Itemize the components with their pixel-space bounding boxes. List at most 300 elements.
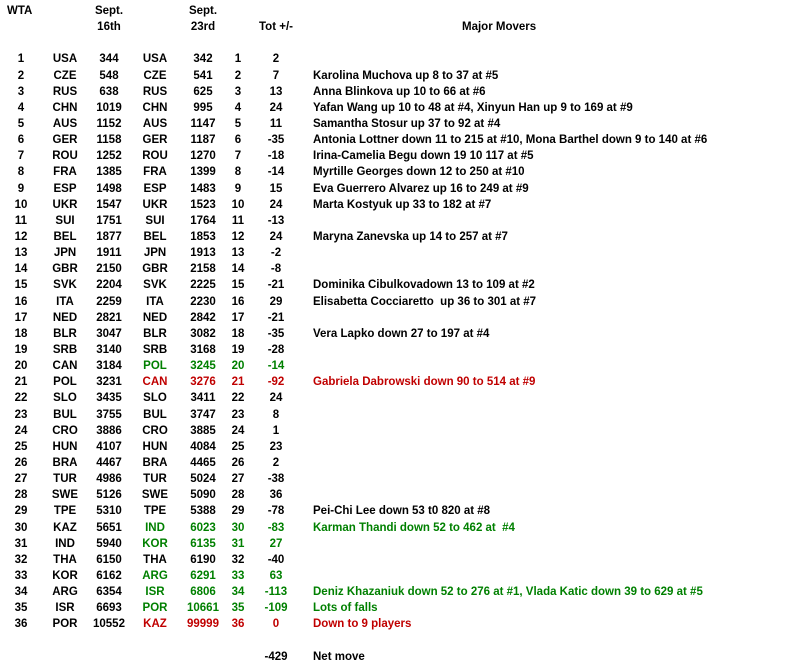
cell-rank-new[interactable]: 32 bbox=[231, 553, 245, 566]
cell-country-prev[interactable]: TUR bbox=[53, 473, 77, 486]
cell-points-prev[interactable]: 3435 bbox=[96, 392, 122, 405]
cell-country-new[interactable]: THA bbox=[143, 553, 167, 566]
cell-rank-prev[interactable]: 31 bbox=[14, 537, 28, 550]
cell-rank-prev[interactable]: 33 bbox=[14, 569, 28, 582]
cell-country-prev[interactable]: USA bbox=[52, 53, 78, 66]
cell-points-prev[interactable]: 2259 bbox=[96, 295, 122, 308]
cell-rank-new[interactable]: 12 bbox=[231, 230, 245, 243]
cell-total-change[interactable]: -8 bbox=[270, 263, 282, 276]
cell-rank-new[interactable]: 26 bbox=[231, 456, 245, 469]
cell-country-new[interactable]: USA bbox=[142, 53, 168, 66]
cell-rank-prev[interactable]: 22 bbox=[14, 392, 28, 405]
cell-points-new[interactable]: 6291 bbox=[190, 569, 216, 582]
cell-points-new[interactable]: 5090 bbox=[190, 489, 216, 502]
cell-total-change[interactable]: -21 bbox=[267, 279, 285, 292]
cell-rank-new[interactable]: 33 bbox=[231, 569, 245, 582]
cell-points-new[interactable]: 1853 bbox=[190, 230, 216, 243]
cell-total-change[interactable]: 1 bbox=[272, 424, 280, 437]
cell-points-new[interactable]: 1187 bbox=[190, 134, 216, 147]
cell-rank-prev[interactable]: 29 bbox=[14, 505, 28, 518]
cell-country-prev[interactable]: ROU bbox=[52, 150, 78, 163]
cell-rank-prev[interactable]: 28 bbox=[14, 489, 28, 502]
cell-rank-new[interactable]: 24 bbox=[231, 424, 245, 437]
table-row bbox=[0, 568, 798, 584]
cell-rank-new[interactable]: 6 bbox=[234, 134, 242, 147]
cell-rank-new[interactable]: 9 bbox=[234, 182, 242, 195]
cell-total-change[interactable]: -28 bbox=[267, 343, 285, 356]
cell-rank-prev[interactable]: 7 bbox=[17, 150, 25, 163]
cell-points-prev[interactable]: 638 bbox=[99, 85, 119, 98]
cell-country-new[interactable]: POL bbox=[143, 360, 167, 373]
cell-points-prev[interactable]: 1751 bbox=[96, 214, 122, 227]
cell-rank-prev[interactable]: 13 bbox=[14, 247, 28, 260]
cell-points-new[interactable]: 1483 bbox=[190, 182, 216, 195]
cell-major-movers[interactable]: Samantha Stosur up 37 to 92 at #4 bbox=[313, 117, 501, 130]
table-row bbox=[0, 471, 798, 487]
cell-rank-new[interactable]: 15 bbox=[231, 279, 245, 292]
cell-points-new[interactable]: 5024 bbox=[190, 473, 216, 486]
cell-rank-new[interactable]: 10 bbox=[231, 198, 245, 211]
cell-major-movers[interactable]: Vera Lapko down 27 to 197 at #4 bbox=[313, 327, 490, 340]
table-row bbox=[0, 310, 798, 326]
cell-rank-new[interactable]: 7 bbox=[234, 150, 242, 163]
cell-rank-prev[interactable]: 23 bbox=[14, 408, 28, 421]
cell-total-change[interactable]: 24 bbox=[269, 101, 283, 114]
cell-rank-prev[interactable]: 36 bbox=[14, 618, 28, 631]
cell-country-new[interactable]: BUL bbox=[143, 408, 167, 421]
cell-country-new[interactable]: FRA bbox=[143, 166, 167, 179]
table-row bbox=[0, 197, 798, 213]
cell-points-new[interactable]: 5388 bbox=[190, 505, 216, 518]
cell-country-prev[interactable]: BEL bbox=[53, 230, 77, 243]
cell-total-change[interactable]: -35 bbox=[267, 327, 285, 340]
cell-points-prev[interactable]: 1911 bbox=[96, 247, 122, 260]
cell-total-change[interactable]: 36 bbox=[269, 489, 283, 502]
cell-points-new[interactable]: 10661 bbox=[187, 602, 219, 615]
cell-points-prev[interactable]: 1385 bbox=[96, 166, 122, 179]
cell-total-change[interactable]: 15 bbox=[269, 182, 283, 195]
cell-rank-prev[interactable]: 9 bbox=[17, 182, 25, 195]
cell-rank-prev[interactable]: 10 bbox=[14, 198, 28, 211]
cell-rank-new[interactable]: 36 bbox=[231, 618, 245, 631]
cell-rank-prev[interactable]: 5 bbox=[17, 117, 25, 130]
cell-total-change[interactable]: 8 bbox=[272, 408, 280, 421]
cell-points-prev[interactable]: 2204 bbox=[96, 279, 122, 292]
cell-rank-prev[interactable]: 6 bbox=[17, 134, 25, 147]
cell-total-change[interactable]: -35 bbox=[267, 134, 285, 147]
cell-points-new[interactable]: 995 bbox=[193, 101, 213, 114]
cell-rank-new[interactable]: 25 bbox=[231, 440, 245, 453]
table-row bbox=[0, 455, 798, 471]
cell-total-change[interactable]: 24 bbox=[269, 392, 283, 405]
cell-country-new[interactable]: SVK bbox=[143, 279, 167, 292]
cell-points-new[interactable]: 6023 bbox=[190, 521, 216, 534]
cell-country-new[interactable]: CRO bbox=[142, 424, 168, 437]
cell-major-movers[interactable]: Eva Guerrero Alvarez up 16 to 249 at #9 bbox=[313, 182, 529, 195]
cell-country-prev[interactable]: ESP bbox=[53, 182, 77, 195]
cell-major-movers[interactable]: Pei-Chi Lee down 53 t0 820 at #8 bbox=[313, 505, 491, 518]
cell-points-new[interactable]: 1399 bbox=[190, 166, 216, 179]
cell-country-new[interactable]: BEL bbox=[143, 230, 167, 243]
cell-rank-new[interactable]: 14 bbox=[231, 263, 245, 276]
cell-points-new[interactable]: 6806 bbox=[190, 586, 216, 599]
cell-major-movers[interactable]: Antonia Lottner down 11 to 215 at #10, Mona Barthel down 9 to 140 at #6 bbox=[313, 134, 708, 147]
cell-rank-new[interactable]: 16 bbox=[231, 295, 245, 308]
table-row bbox=[0, 600, 798, 616]
cell-country-new[interactable]: GBR bbox=[142, 263, 168, 276]
cell-country-new[interactable]: CHN bbox=[142, 101, 168, 114]
cell-rank-new[interactable]: 3 bbox=[234, 85, 242, 98]
cell-points-prev[interactable]: 2821 bbox=[96, 311, 122, 324]
cell-country-prev[interactable]: SVK bbox=[53, 279, 77, 292]
cell-points-new[interactable]: 4465 bbox=[190, 456, 216, 469]
cell-rank-new[interactable]: 23 bbox=[231, 408, 245, 421]
cell-rank-new[interactable]: 30 bbox=[231, 521, 245, 534]
cell-country-new[interactable]: HUN bbox=[142, 440, 168, 453]
cell-country-prev[interactable]: BUL bbox=[53, 408, 77, 421]
cell-country-prev[interactable]: TPE bbox=[53, 505, 77, 518]
header-sept16-line1[interactable]: Sept. bbox=[94, 5, 124, 17]
cell-country-prev[interactable]: RUS bbox=[52, 85, 78, 98]
cell-country-prev[interactable]: CRO bbox=[52, 424, 78, 437]
cell-country-new[interactable]: SLO bbox=[143, 392, 167, 405]
cell-points-prev[interactable]: 6354 bbox=[96, 586, 122, 599]
cell-rank-new[interactable]: 27 bbox=[231, 473, 245, 486]
cell-points-prev[interactable]: 5651 bbox=[96, 521, 122, 534]
cell-total-change[interactable]: 11 bbox=[269, 117, 283, 130]
cell-country-prev[interactable]: KAZ bbox=[53, 521, 77, 534]
cell-country-new[interactable]: ARG bbox=[142, 569, 168, 582]
cell-total-change[interactable]: -38 bbox=[267, 473, 285, 486]
cell-country-new[interactable]: RUS bbox=[142, 85, 168, 98]
cell-rank-new[interactable]: 21 bbox=[231, 376, 245, 389]
cell-country-prev[interactable]: POR bbox=[52, 618, 78, 631]
cell-total-change[interactable]: 13 bbox=[269, 85, 283, 98]
cell-rank-prev[interactable]: 25 bbox=[14, 440, 28, 453]
table-row bbox=[0, 520, 798, 536]
cell-country-prev[interactable]: UKR bbox=[52, 198, 78, 211]
cell-rank-prev[interactable]: 30 bbox=[14, 521, 28, 534]
cell-points-prev[interactable]: 3184 bbox=[96, 360, 122, 373]
table-row bbox=[0, 100, 798, 116]
cell-points-new[interactable]: 6135 bbox=[190, 537, 216, 550]
header-sept16-line2[interactable]: 16th bbox=[97, 21, 121, 34]
cell-rank-prev[interactable]: 35 bbox=[14, 602, 28, 615]
cell-country-prev[interactable]: GBR bbox=[52, 263, 78, 276]
cell-major-movers[interactable]: Karolina Muchova up 8 to 37 at #5 bbox=[313, 69, 499, 82]
cell-points-new[interactable]: 2158 bbox=[190, 263, 216, 276]
cell-rank-prev[interactable]: 16 bbox=[14, 295, 28, 308]
cell-points-prev[interactable]: 3755 bbox=[96, 408, 122, 421]
cell-total-change[interactable]: -2 bbox=[270, 247, 282, 260]
cell-country-new[interactable]: BLR bbox=[143, 327, 167, 340]
cell-rank-prev[interactable]: 1 bbox=[17, 53, 25, 66]
cell-points-prev[interactable]: 1152 bbox=[96, 117, 122, 130]
cell-points-prev[interactable]: 5310 bbox=[96, 505, 122, 518]
table-row bbox=[0, 439, 798, 455]
cell-total-change[interactable]: 29 bbox=[269, 295, 283, 308]
cell-points-prev[interactable]: 1158 bbox=[96, 134, 122, 147]
cell-rank-prev[interactable]: 2 bbox=[17, 69, 25, 82]
cell-country-prev[interactable]: POL bbox=[53, 376, 77, 389]
cell-rank-new[interactable]: 11 bbox=[231, 214, 245, 227]
cell-country-prev[interactable]: ITA bbox=[56, 295, 74, 308]
cell-rank-new[interactable]: 35 bbox=[231, 602, 245, 615]
cell-country-new[interactable]: SWE bbox=[141, 489, 169, 502]
cell-country-new[interactable]: TPE bbox=[143, 505, 167, 518]
cell-rank-new[interactable]: 8 bbox=[234, 166, 242, 179]
net-move-label[interactable]: Net move bbox=[313, 650, 365, 663]
cell-country-prev[interactable]: BRA bbox=[52, 456, 78, 469]
cell-rank-prev[interactable]: 24 bbox=[14, 424, 28, 437]
cell-points-new[interactable]: 3276 bbox=[190, 376, 216, 389]
cell-rank-prev[interactable]: 26 bbox=[14, 456, 28, 469]
cell-points-prev[interactable]: 6693 bbox=[96, 602, 122, 615]
cell-rank-new[interactable]: 17 bbox=[231, 311, 245, 324]
cell-rank-new[interactable]: 19 bbox=[231, 343, 245, 356]
cell-country-new[interactable]: AUS bbox=[142, 117, 168, 130]
cell-rank-prev[interactable]: 17 bbox=[14, 311, 28, 324]
cell-points-new[interactable]: 1147 bbox=[190, 117, 216, 130]
cell-points-prev[interactable]: 3140 bbox=[96, 343, 122, 356]
cell-country-new[interactable]: UKR bbox=[142, 198, 168, 211]
cell-rank-new[interactable]: 18 bbox=[231, 327, 245, 340]
cell-major-movers[interactable]: Lots of falls bbox=[313, 602, 378, 615]
cell-points-prev[interactable]: 10552 bbox=[93, 618, 125, 631]
cell-total-change[interactable]: -14 bbox=[267, 166, 285, 179]
cell-country-prev[interactable]: CHN bbox=[52, 101, 78, 114]
cell-country-new[interactable]: ESP bbox=[143, 182, 167, 195]
cell-points-prev[interactable]: 4467 bbox=[96, 456, 122, 469]
table-row bbox=[0, 294, 798, 310]
cell-rank-new[interactable]: 20 bbox=[231, 360, 245, 373]
cell-rank-prev[interactable]: 27 bbox=[14, 473, 28, 486]
cell-country-new[interactable]: IND bbox=[145, 521, 165, 534]
sheet-title[interactable]: WTA bbox=[7, 5, 33, 17]
table-row bbox=[0, 84, 798, 100]
cell-country-new[interactable]: CZE bbox=[143, 69, 167, 82]
cell-points-new[interactable]: 99999 bbox=[187, 618, 219, 631]
cell-country-prev[interactable]: KOR bbox=[52, 569, 78, 582]
cell-country-prev[interactable]: NED bbox=[52, 311, 78, 324]
cell-country-new[interactable]: SRB bbox=[142, 343, 168, 356]
cell-country-prev[interactable]: GER bbox=[52, 134, 78, 147]
cell-points-prev[interactable]: 4107 bbox=[96, 440, 122, 453]
table-row bbox=[0, 487, 798, 503]
cell-rank-new[interactable]: 34 bbox=[231, 586, 245, 599]
cell-country-prev[interactable]: SLO bbox=[53, 392, 77, 405]
cell-points-prev[interactable]: 2150 bbox=[96, 263, 122, 276]
cell-country-prev[interactable]: BLR bbox=[53, 327, 77, 340]
cell-points-prev[interactable]: 1498 bbox=[96, 182, 122, 195]
cell-total-change[interactable]: 7 bbox=[272, 69, 280, 82]
cell-points-prev[interactable]: 6150 bbox=[96, 553, 122, 566]
cell-major-movers[interactable]: Karman Thandi down 52 to 462 at #4 bbox=[313, 521, 515, 534]
cell-country-prev[interactable]: FRA bbox=[53, 166, 77, 179]
cell-major-movers[interactable]: Anna Blinkova up 10 to 66 at #6 bbox=[313, 85, 486, 98]
cell-major-movers[interactable]: Down to 9 players bbox=[313, 618, 412, 631]
cell-country-prev[interactable]: ARG bbox=[52, 586, 78, 599]
cell-major-movers[interactable]: Gabriela Dabrowski down 90 to 514 at #9 bbox=[313, 376, 536, 389]
cell-points-prev[interactable]: 5126 bbox=[96, 489, 122, 502]
cell-rank-new[interactable]: 31 bbox=[231, 537, 245, 550]
cell-country-prev[interactable]: SUI bbox=[55, 214, 75, 227]
cell-country-new[interactable]: BRA bbox=[142, 456, 168, 469]
cell-total-change[interactable]: -113 bbox=[264, 586, 288, 599]
cell-country-prev[interactable]: HUN bbox=[52, 440, 78, 453]
cell-total-change[interactable]: -78 bbox=[267, 505, 285, 518]
cell-rank-prev[interactable]: 11 bbox=[14, 214, 28, 227]
cell-total-change[interactable]: 63 bbox=[269, 569, 283, 582]
table-row bbox=[0, 116, 798, 132]
cell-total-change[interactable]: -92 bbox=[267, 376, 285, 389]
cell-rank-new[interactable]: 29 bbox=[231, 505, 245, 518]
cell-total-change[interactable]: -109 bbox=[264, 602, 288, 615]
cell-country-prev[interactable]: AUS bbox=[52, 117, 78, 130]
cell-total-change[interactable]: 2 bbox=[272, 456, 280, 469]
cell-major-movers[interactable]: Irina-Camelia Begu down 19 10 117 at #5 bbox=[313, 150, 534, 163]
cell-country-prev[interactable]: IND bbox=[55, 537, 75, 550]
header-sept23-line1[interactable]: Sept. bbox=[188, 5, 218, 17]
cell-points-new[interactable]: 4084 bbox=[190, 440, 216, 453]
cell-country-prev[interactable]: SRB bbox=[52, 343, 78, 356]
cell-rank-new[interactable]: 22 bbox=[231, 392, 245, 405]
cell-major-movers[interactable]: Dominika Cibulkovadown 13 to 109 at #2 bbox=[313, 279, 535, 292]
cell-rank-prev[interactable]: 3 bbox=[17, 85, 25, 98]
cell-total-change[interactable]: -13 bbox=[267, 214, 285, 227]
cell-points-new[interactable]: 3885 bbox=[190, 424, 216, 437]
cell-rank-new[interactable]: 4 bbox=[234, 101, 242, 114]
cell-country-new[interactable]: CAN bbox=[142, 376, 168, 389]
cell-country-new[interactable]: ISR bbox=[145, 586, 165, 599]
cell-points-new[interactable]: 2225 bbox=[190, 279, 216, 292]
cell-total-change[interactable]: 23 bbox=[269, 440, 283, 453]
cell-rank-prev[interactable]: 19 bbox=[14, 343, 28, 356]
cell-points-new[interactable]: 1523 bbox=[190, 198, 216, 211]
table-row bbox=[0, 616, 798, 632]
cell-country-prev[interactable]: JPN bbox=[53, 247, 77, 260]
cell-points-new[interactable]: 3082 bbox=[190, 327, 216, 340]
cell-net-total[interactable]: -429 bbox=[264, 650, 288, 663]
cell-rank-new[interactable]: 2 bbox=[234, 69, 242, 82]
cell-points-new[interactable]: 541 bbox=[193, 69, 213, 82]
cell-country-new[interactable]: ITA bbox=[146, 295, 164, 308]
cell-points-prev[interactable]: 3231 bbox=[96, 376, 122, 389]
cell-rank-new[interactable]: 1 bbox=[234, 53, 242, 66]
cell-points-prev[interactable]: 4986 bbox=[96, 473, 122, 486]
cell-country-new[interactable]: ROU bbox=[142, 150, 168, 163]
cell-country-new[interactable]: JPN bbox=[143, 247, 167, 260]
cell-rank-prev[interactable]: 8 bbox=[17, 166, 25, 179]
cell-country-new[interactable]: KOR bbox=[142, 537, 168, 550]
table-row bbox=[0, 229, 798, 245]
cell-major-movers[interactable]: Yafan Wang up 10 to 48 at #4, Xinyun Han up 9 to 169 at #9 bbox=[313, 101, 633, 114]
cell-total-change[interactable]: 2 bbox=[272, 53, 280, 66]
cell-points-prev[interactable]: 548 bbox=[99, 69, 119, 82]
header-total-change[interactable]: Tot +/- bbox=[259, 21, 293, 34]
cell-points-new[interactable]: 625 bbox=[193, 85, 213, 98]
cell-total-change[interactable]: 24 bbox=[269, 230, 283, 243]
cell-points-new[interactable]: 6190 bbox=[190, 553, 216, 566]
cell-country-new[interactable]: POR bbox=[142, 602, 168, 615]
cell-rank-prev[interactable]: 15 bbox=[14, 279, 28, 292]
header-sept23-line2[interactable]: 23rd bbox=[190, 21, 216, 34]
cell-major-movers[interactable]: Maryna Zanevska up 14 to 257 at #7 bbox=[313, 230, 508, 243]
cell-points-new[interactable]: 3747 bbox=[190, 408, 216, 421]
cell-country-new[interactable]: KAZ bbox=[143, 618, 167, 631]
cell-points-prev[interactable]: 6162 bbox=[96, 569, 122, 582]
cell-total-change[interactable]: -14 bbox=[267, 360, 285, 373]
cell-country-prev[interactable]: ISR bbox=[55, 602, 75, 615]
cell-rank-prev[interactable]: 20 bbox=[14, 360, 28, 373]
cell-country-prev[interactable]: SWE bbox=[51, 489, 79, 502]
cell-points-prev[interactable]: 1019 bbox=[96, 101, 122, 114]
cell-rank-new[interactable]: 5 bbox=[234, 117, 242, 130]
cell-total-change[interactable]: -18 bbox=[267, 150, 285, 163]
table-row bbox=[0, 423, 798, 439]
cell-points-prev[interactable]: 3886 bbox=[96, 424, 122, 437]
cell-major-movers[interactable]: Elisabetta Cocciaretto up 36 to 301 at #7 bbox=[313, 295, 537, 308]
cell-major-movers[interactable]: Myrtille Georges down 12 to 250 at #10 bbox=[313, 166, 525, 179]
cell-rank-prev[interactable]: 34 bbox=[14, 586, 28, 599]
cell-points-new[interactable]: 3411 bbox=[190, 392, 216, 405]
cell-total-change[interactable]: 24 bbox=[269, 198, 283, 211]
cell-rank-prev[interactable]: 4 bbox=[17, 101, 25, 114]
cell-points-new[interactable]: 2842 bbox=[190, 311, 216, 324]
cell-country-prev[interactable]: THA bbox=[53, 553, 77, 566]
cell-rank-prev[interactable]: 12 bbox=[14, 230, 28, 243]
cell-major-movers[interactable]: Marta Kostyuk up 33 to 182 at #7 bbox=[313, 198, 492, 211]
cell-major-movers[interactable]: Deniz Khazaniuk down 52 to 276 at #1, Vlada Katic down 39 to 629 at #5 bbox=[313, 586, 703, 599]
cell-points-prev[interactable]: 1252 bbox=[96, 150, 122, 163]
cell-total-change[interactable]: 27 bbox=[269, 537, 283, 550]
table-row bbox=[0, 181, 798, 197]
cell-rank-prev[interactable]: 32 bbox=[14, 553, 28, 566]
cell-points-new[interactable]: 3245 bbox=[190, 360, 216, 373]
cell-total-change[interactable]: -83 bbox=[267, 521, 285, 534]
cell-points-new[interactable]: 2230 bbox=[190, 295, 216, 308]
cell-points-new[interactable]: 3168 bbox=[190, 343, 216, 356]
cell-points-new[interactable]: 342 bbox=[193, 53, 213, 66]
cell-points-new[interactable]: 1913 bbox=[190, 247, 216, 260]
cell-country-new[interactable]: TUR bbox=[143, 473, 167, 486]
table-row bbox=[0, 68, 798, 84]
cell-points-prev[interactable]: 344 bbox=[99, 53, 119, 66]
cell-points-prev[interactable]: 5940 bbox=[96, 537, 122, 550]
cell-points-prev[interactable]: 3047 bbox=[96, 327, 122, 340]
cell-total-change[interactable]: 0 bbox=[272, 618, 280, 631]
cell-points-new[interactable]: 1270 bbox=[190, 150, 216, 163]
cell-points-new[interactable]: 1764 bbox=[190, 214, 216, 227]
cell-rank-prev[interactable]: 21 bbox=[14, 376, 28, 389]
cell-country-new[interactable]: SUI bbox=[145, 214, 165, 227]
cell-country-prev[interactable]: CZE bbox=[53, 69, 77, 82]
cell-points-prev[interactable]: 1547 bbox=[96, 198, 122, 211]
cell-rank-new[interactable]: 13 bbox=[231, 247, 245, 260]
cell-total-change[interactable]: -21 bbox=[267, 311, 285, 324]
cell-rank-new[interactable]: 28 bbox=[231, 489, 245, 502]
table-row bbox=[0, 536, 798, 552]
cell-rank-prev[interactable]: 14 bbox=[14, 263, 28, 276]
cell-country-new[interactable]: NED bbox=[142, 311, 168, 324]
cell-country-new[interactable]: GER bbox=[142, 134, 168, 147]
cell-points-prev[interactable]: 1877 bbox=[96, 230, 122, 243]
cell-total-change[interactable]: -40 bbox=[267, 553, 285, 566]
cell-country-prev[interactable]: CAN bbox=[52, 360, 78, 373]
header-major-movers[interactable]: Major Movers bbox=[462, 21, 537, 34]
table-row bbox=[0, 261, 798, 277]
cell-rank-prev[interactable]: 18 bbox=[14, 327, 28, 340]
